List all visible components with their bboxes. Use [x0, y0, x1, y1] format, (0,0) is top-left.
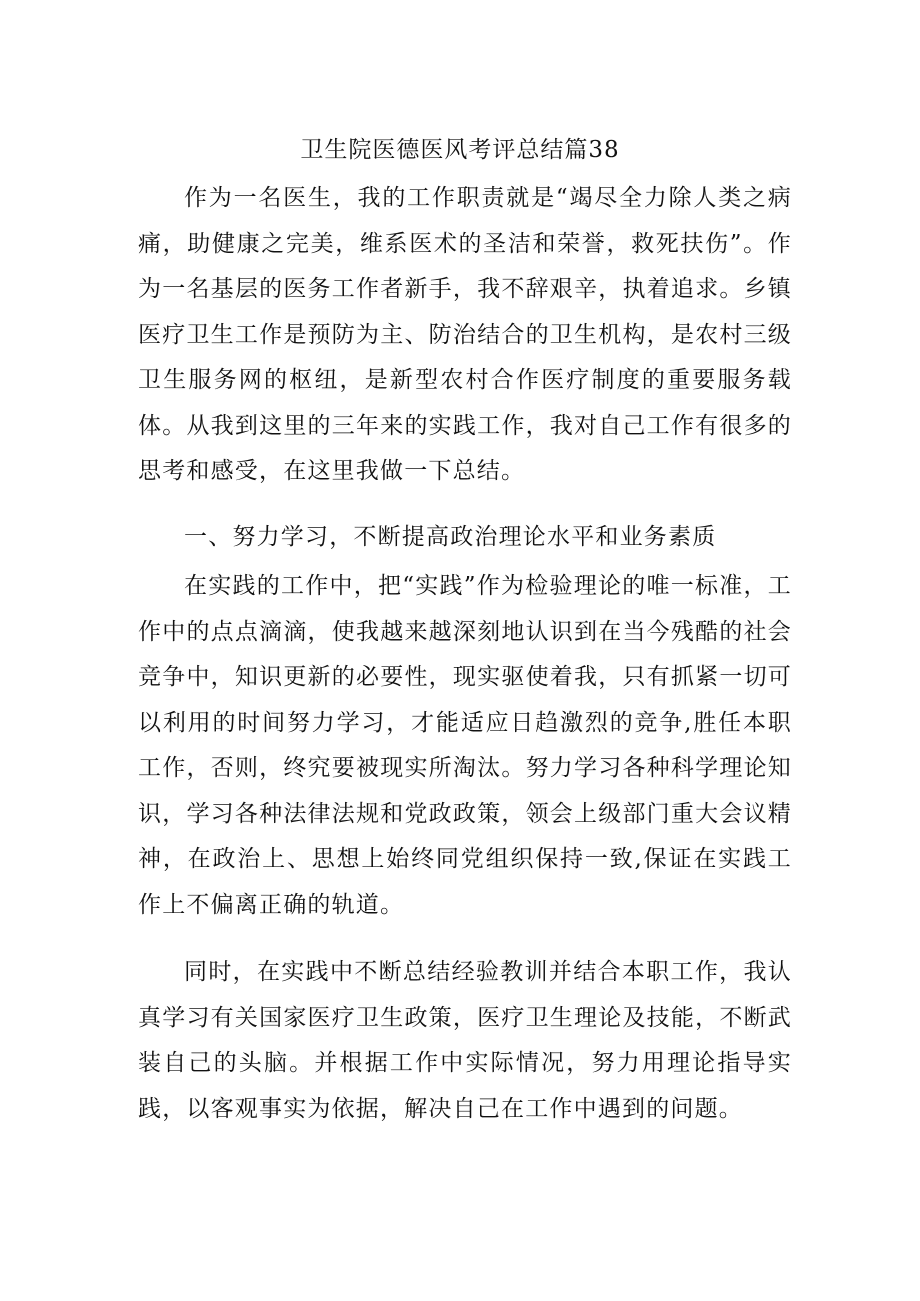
paragraph-intro: 作为一名医生，我的工作职责就是“竭尽全力除人类之病痛，助健康之完美，维系医术的圣洁和荣誉，救死扶伤”。作为一名基层的医务工作者新手，我不辞艰辛，执着追求。乡镇医疗卫生工作是预防为主、防治结合的卫生机构，是农村三级卫生服务网的枢纽，是新型农村合作医疗制度的重要服务载体。从我到这里的三年来的实践工作，我对自己工作有很多的思考和感受，在这里我做一下总结。 — [138, 185, 792, 484]
section-heading: 一、努力学习，不断提高政治理论水平和业务素质 — [184, 524, 717, 550]
document-title: 卫生院医德医风考评总结篇38 — [300, 137, 620, 163]
paragraph-practice: 同时，在实践中不断总结经验教训并结合本职工作，我认真学习有关国家医疗卫生政策，医疗卫生理论及技能，不断武装自己的头脑。并根据工作中实际情况，努力用理论指导实践，以客观事实为依据，解决自己在工作中遇到的问题。 — [138, 959, 792, 1122]
paragraph-study: 在实践的工作中，把“实践”作为检验理论的唯一标准，工作中的点点滴滴，使我越来越深刻地认识到在当今残酷的社会竞争中，知识更新的必要性，现实驱使着我，只有抓紧一切可以利用的时间努力学习，才能适应日趋激烈的竞争,胜任本职工作，否则，终究要被现实所淘汰。努力学习各种科学理论知识，学习各种法律法规和党政政策，领会上级部门重大会议精神，在政治上、思想上始终同党组织保持一致,保证在实践工作上不偏离正确的轨道。 — [138, 573, 792, 918]
